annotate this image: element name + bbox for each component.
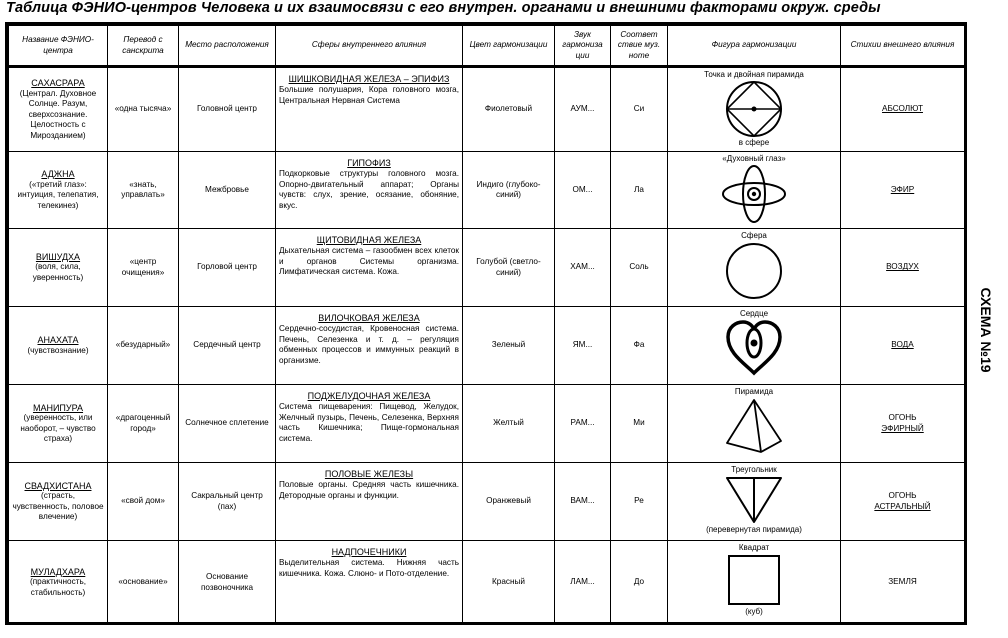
element-label: ВОДА [891, 340, 914, 350]
figure-caption: (куб) [745, 607, 763, 616]
sound-cell: АУМ... [555, 67, 611, 152]
color-cell: Голубой (светло-синий) [463, 229, 555, 307]
spiritual-eye-icon [719, 164, 789, 224]
header-note: Соответ ствие муз. ноте [611, 26, 668, 67]
figure-cell [668, 229, 841, 307]
header-location: Место расположения [179, 26, 276, 67]
sound-cell: РАМ... [555, 385, 611, 463]
element-label: ЗЕМЛЯ [888, 577, 917, 587]
figure-label: Пирамида [734, 387, 774, 396]
note-cell: Ре [611, 463, 668, 541]
translation-cell: «центр очищения» [108, 229, 179, 307]
heart-icon [724, 319, 784, 377]
color-cell: Зеленый [463, 307, 555, 385]
header-row [9, 26, 965, 67]
location-cell: Горловой центр [179, 229, 276, 307]
figure-cell [668, 307, 841, 385]
sphere-title: ПОДЖЕЛУДОЧНАЯ ЖЕЛЕЗА [307, 391, 431, 401]
element-label: АБСОЛЮТ [882, 104, 923, 114]
color-cell: Оранжевый [463, 463, 555, 541]
note-cell: Фа [611, 307, 668, 385]
translation-cell: «свой дом» [108, 463, 179, 541]
chakra-name: АДЖНА [41, 169, 75, 179]
sphere-title: ПОЛОВЫЕ ЖЕЛЕЗЫ [324, 469, 414, 479]
element-label: ЭФИР [890, 184, 915, 194]
location-cell: Основание позвоночника [179, 541, 276, 625]
chakra-name: МАНИПУРА [32, 402, 84, 413]
translation-cell: «одна тысяча» [108, 67, 179, 152]
header-sound: Звук гармониза ции [555, 26, 611, 67]
element-label: ОГОНЬ [888, 491, 917, 500]
chakra-desc: (Централ. Духовное Солнце. Разум, сверхсознание. Целостность с Мирозданием) [19, 88, 97, 140]
chakra-desc: (страсть, чувственность, половое влечение) [12, 491, 104, 521]
figure-label: Точка и двойная пирамида [704, 70, 804, 79]
sphere-title: ГИПОФИЗ [347, 158, 391, 168]
chakra-name: МУЛАДХАРА [30, 566, 86, 577]
sphere-text: Сердечно-сосудистая, Кровеносная система. Печень, Селезенка и т. д. – регуляция обменных процессов и иммунных реакций в организме. [279, 324, 459, 365]
figure-label: Сфера [741, 231, 767, 240]
figure-cell [668, 541, 841, 625]
sound-cell: ЯМ... [555, 307, 611, 385]
figure-cell [668, 463, 841, 541]
circle-double-pyramid-icon [722, 80, 786, 138]
note-cell: До [611, 541, 668, 625]
sphere-title: ЩИТОВИДНАЯ ЖЕЛЕЗА [316, 235, 422, 245]
chakra-name: ВИШУДХА [35, 251, 81, 262]
figure-cell [668, 67, 841, 152]
location-cell: Солнечное сплетение [179, 385, 276, 463]
sphere-text: Большие полушария, Кора головного мозга, Центральная Нервная Система [279, 85, 459, 105]
figure-label: «Духовный глаз» [722, 154, 786, 163]
sphere-text: Выделительная система. Нижняя часть кишечника. Кожа. Слюно- и Пото-отделение. [279, 558, 459, 578]
location-cell: Сакральный центр (пах) [179, 463, 276, 541]
chakra-name: СВАДХИСТАНА [24, 480, 92, 491]
color-cell: Желтый [463, 385, 555, 463]
note-cell: Ми [611, 385, 668, 463]
table-row [9, 463, 965, 541]
page-title: Таблица ФЭНИО-центров Человека и их взаимосвязи с его внутрен. органами и внешними факторами окруж. среды [6, 0, 881, 16]
color-cell: Фиолетовый [463, 67, 555, 152]
chakra-desc: (практичность, стабильность) [30, 577, 86, 597]
header-color: Цвет гармонизации [463, 26, 555, 67]
sphere-title: ВИЛОЧКОВАЯ ЖЕЛЕЗА [318, 313, 420, 323]
element-label: ОГОНЬ [888, 413, 917, 422]
chakra-desc: (чувствознание) [27, 345, 89, 355]
figure-label: Сердце [739, 309, 769, 318]
chakra-name: АНАХАТА [37, 335, 79, 345]
table-row [9, 152, 965, 229]
sound-cell: ХАМ... [555, 229, 611, 307]
header-figure: Фигура гармонизации [668, 26, 841, 67]
sphere-title: ШИШКОВИДНАЯ ЖЕЛЕЗА – ЭПИФИЗ [288, 74, 450, 84]
figure-label: Квадрат [738, 543, 770, 552]
sphere-icon [722, 241, 786, 301]
figure-caption: (перевернутая пирамида) [706, 525, 802, 534]
note-cell: Соль [611, 229, 668, 307]
sphere-text: Дыхательная система – газообмен всех клеток и органов Системы организма. Лимфатическая система. Кожа. [279, 246, 459, 276]
translation-cell: «безударный» [108, 307, 179, 385]
table-row [9, 541, 965, 625]
pyramid-icon [723, 397, 785, 455]
sphere-text: Подкорковые структуры головного мозга. Опорно-двигательный аппарат; Органы чувств: слух, зрение, осязание, обоняние, вкус. [279, 169, 459, 210]
header-sphere: Сферы внутреннего влияния [276, 26, 463, 67]
figure-label: Треугольник [731, 465, 777, 474]
element-label: ВОЗДУХ [886, 262, 919, 272]
chakra-desc: (воля, сила, уверенность) [32, 262, 84, 282]
element-sublabel: АСТРАЛЬНЫЙ [874, 501, 931, 511]
sound-cell: ВАМ... [555, 463, 611, 541]
color-cell: Красный [463, 541, 555, 625]
square-icon [726, 553, 782, 607]
sound-cell: ОМ... [555, 152, 611, 229]
header-element: Стихии внешнего влияния [841, 26, 965, 67]
table-row [9, 385, 965, 463]
chakra-desc: («третий глаз»: интуиция, телепатия, телекинез) [17, 179, 99, 210]
chakra-table [8, 25, 965, 625]
sphere-text: Система пищеварения: Пищевод, Желудок, Желчный пузырь, Печень, Селезенка, Верхняя часть Кишечника; Пище-гормональная система. [279, 402, 459, 443]
chakra-desc: (уверенность, или наоборот, – чувство страха) [20, 413, 96, 443]
translation-cell: «драгоценный город» [108, 385, 179, 463]
schema-label-text: СХЕМА №19 [978, 287, 994, 373]
element-sublabel: ЭФИРНЫЙ [881, 423, 924, 433]
translation-cell: «основание» [108, 541, 179, 625]
table-row [9, 307, 965, 385]
figure-cell [668, 385, 841, 463]
note-cell: Си [611, 67, 668, 152]
note-cell: Ла [611, 152, 668, 229]
sphere-text: Половые органы. Средняя часть кишечника. Детородные органы и функции. [279, 480, 459, 500]
table-row [9, 229, 965, 307]
location-cell: Межбровье [179, 152, 276, 229]
figure-cell [668, 152, 841, 229]
translation-cell: «знать, управлать» [108, 152, 179, 229]
chakra-name: САХАСРАРА [31, 78, 85, 88]
inverted-triangle-icon [724, 475, 784, 525]
header-name: Название ФЭНИО-центра [9, 26, 108, 67]
color-cell: Индиго (глубоко-синий) [463, 152, 555, 229]
location-cell: Головной центр [179, 67, 276, 152]
header-translation: Перевод с санскрита [108, 26, 179, 67]
sphere-title: НАДПОЧЕЧНИКИ [331, 547, 407, 557]
table-row [9, 67, 965, 152]
schema-label [972, 270, 1000, 390]
figure-caption: в сфере [738, 138, 770, 147]
location-cell: Сердечный центр [179, 307, 276, 385]
sound-cell: ЛАМ... [555, 541, 611, 625]
